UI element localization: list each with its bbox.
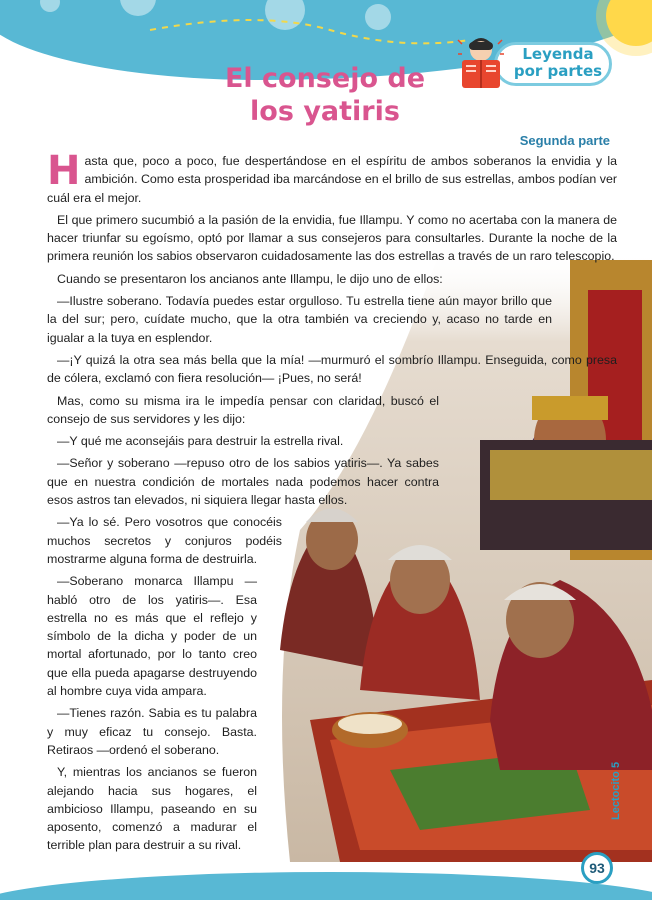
paragraph: —Señor y soberano —repuso otro de los sabios yatiris—. Ya sabes que en nuestra condición de mortales nada podemos hacer contra esos astros tan elevados, ni siquiera llegar hasta ellos. xyxy=(47,456,439,508)
title-line2: los yatiris xyxy=(250,96,400,127)
story-text xyxy=(47,148,617,859)
paragraph: —Tienes razón. Sabia es tu palabra y muy eficaz tu consejo. Basta. Retiraos —ordenó el soberano. xyxy=(47,706,257,757)
series-side-label: Lectocito 5 xyxy=(610,761,622,820)
paragraph: Mas, como su misma ira le impedía pensar con claridad, buscó el consejo de sus servidores y les dijo: xyxy=(47,393,439,426)
paragraph: —¡Y quizá la otra sea más bella que la mía! —murmuró el sombrío Illampu. Enseguida, como presa de cólera, exclamó con fiera resolución— ¡Pues, no será! xyxy=(47,352,617,386)
footer-wave xyxy=(0,872,652,900)
part-subtitle: Segunda parte xyxy=(519,133,610,148)
footer-band xyxy=(0,862,652,900)
paragraph: —Y qué me aconsejáis para destruir la estrella rival. xyxy=(57,434,344,449)
paragraph: Y, mientras los ancianos se fueron alejando hacia sus hogares, el ambicioso Illampu, paseando en su aposento, comenzó a madurar el terrible plan para destruir a su rival. xyxy=(47,765,257,853)
page-title xyxy=(210,62,440,128)
page-number: 93 xyxy=(581,852,613,884)
badge-line2: por partes xyxy=(513,62,603,80)
paragraph: —Soberano monarca Illampu —habló otro de los yatiris—. Esa estrella no es más que el reflejo y símbolo de la dicha y poder de un mortal afortunado, por lo tanto creo que ella pueda apagarse destruyendo al hombre cuya vida ampara. xyxy=(47,574,257,699)
badge-text xyxy=(508,46,608,80)
section-badge xyxy=(448,30,616,96)
paragraph: —Ilustre soberano. Todavía puedes estar orgulloso. Tu estrella tiene aún mayor brillo que la del sur; pero, cuídate mucho, que la otra también va creciendo y, acaso no tarde en igualar a la tuya en esplendor. xyxy=(47,294,552,345)
badge-line1: Leyenda xyxy=(522,45,594,63)
title-line1: El consejo de xyxy=(224,63,426,94)
paragraph: Hasta que, poco a poco, fue despertándose en el espíritu de ambos soberanos la envidia y la ambición. Como esta prosperidad iba marcándose en el brillo de sus estrellas, ambos podían ver cuál era el mejor. xyxy=(47,148,617,205)
reading-kid-icon xyxy=(456,34,506,92)
paragraph: Cuando se presentaron los ancianos ante Illampu, le dijo uno de ellos: xyxy=(57,271,443,286)
paragraph: —Ya lo sé. Pero vosotros que conocéis muchos secretos y conjuros podéis mostrarme alguna forma de destruirla. xyxy=(47,515,282,566)
drop-cap: H xyxy=(47,148,81,194)
paragraph: El que primero sucumbió a la pasión de la envidia, fue Illampu. Y como no acertaba con la manera de hacer triunfar su egoísmo, optó por llamar a sus consejeros para consultarles. Durante la noche de la primera reunión los sabios observaron cuidadosamente las dos estrellas a través de un raro telescopio. xyxy=(47,212,617,264)
